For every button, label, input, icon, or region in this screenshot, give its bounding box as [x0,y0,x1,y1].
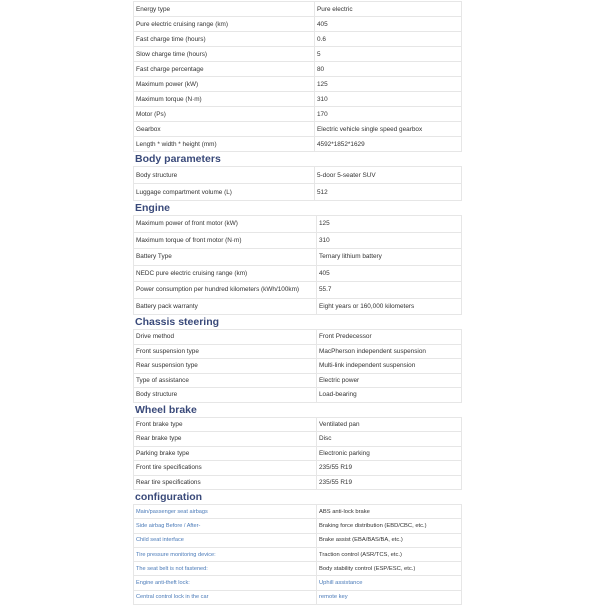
table-row [134,576,462,590]
config-link[interactable]: Uphill assistance [317,576,462,590]
table-row [134,184,462,201]
spec-sheet [133,1,462,605]
table-row [134,167,462,184]
spec-key: Front tire specifications [134,461,317,476]
spec-value: 512 [315,184,462,201]
table-row [134,32,462,47]
spec-value: 235/55 R19 [317,475,462,490]
spec-key: NEDC pure electric cruising range (km) [134,265,317,282]
table-row [134,461,462,476]
spec-value: Electric vehicle single speed gearbox [315,122,462,137]
config-link[interactable]: Main/passenger seat airbags [134,505,317,519]
config-link[interactable]: remote key [317,590,462,604]
table-row [134,137,462,152]
spec-value: Multi-link independent suspension [317,359,462,374]
table-row [134,475,462,490]
spec-key: Maximum torque (N·m) [134,92,315,107]
spec-key: Body structure [134,388,317,403]
chassis-table [133,329,462,403]
spec-value: Braking force distribution (EBD/CBC, etc.) [317,519,462,533]
table-row [134,2,462,17]
spec-key: Maximum torque of front motor (N·m) [134,232,317,249]
spec-value: 4592*1852*1629 [315,137,462,152]
section-title-chassis: Chassis steering [135,316,220,328]
section-title-configuration: configuration [135,491,203,503]
spec-key: Type of assistance [134,373,317,388]
table-row [134,298,462,315]
spec-value: 125 [317,216,462,233]
table-row [134,92,462,107]
spec-value: 310 [315,92,462,107]
spec-key: Battery pack warranty [134,298,317,315]
spec-value: 235/55 R19 [317,461,462,476]
spec-value: Electric power [317,373,462,388]
table-row [134,590,462,604]
table-row [134,547,462,561]
table-row [134,505,462,519]
configuration-table [133,504,462,605]
table-row [134,249,462,266]
table-row [134,432,462,447]
spec-value: 405 [315,17,462,32]
spec-key: Length * width * height (mm) [134,137,315,152]
spec-value: 170 [315,107,462,122]
table-row [134,373,462,388]
table-row [134,344,462,359]
engine-table [133,215,462,315]
spec-value: Electronic parking [317,446,462,461]
spec-key: Rear tire specifications [134,475,317,490]
table-row [134,446,462,461]
spec-value: 125 [315,77,462,92]
spec-key: Body structure [134,167,315,184]
table-row [134,359,462,374]
table-row [134,533,462,547]
section-title-engine: Engine [135,202,171,214]
spec-value: 5-door 5-seater SUV [315,167,462,184]
spec-value: Body stability control (ESP/ESC, etc.) [317,562,462,576]
table-row [134,265,462,282]
table-row [134,282,462,299]
table-row [134,417,462,432]
spec-value: 310 [317,232,462,249]
spec-value: 80 [315,62,462,77]
table-row [134,107,462,122]
spec-key: Front suspension type [134,344,317,359]
spec-value: MacPherson independent suspension [317,344,462,359]
spec-key: Rear suspension type [134,359,317,374]
spec-value: Eight years or 160,000 kilometers [317,298,462,315]
spec-value: 405 [317,265,462,282]
spec-value: Brake assist (EBA/BAS/BA, etc.) [317,533,462,547]
spec-key: Parking brake type [134,446,317,461]
spec-value: Disc [317,432,462,447]
section-title-brake: Wheel brake [135,403,197,416]
config-link[interactable]: Tire pressure monitoring device: [134,547,317,561]
spec-value: 5 [315,47,462,62]
spec-key: Pure electric cruising range (km) [134,17,315,32]
table-row [134,17,462,32]
spec-value: Traction control (ASR/TCS, etc.) [317,547,462,561]
table-row [134,519,462,533]
spec-key: Maximum power of front motor (kW) [134,216,317,233]
spec-key: Fast charge percentage [134,62,315,77]
spec-key: Power consumption per hundred kilometers (kWh/100km) [134,282,317,299]
table-row [134,562,462,576]
spec-value: Ventilated pan [317,417,462,432]
spec-value: Pure electric [315,2,462,17]
body-table [133,166,462,201]
config-link[interactable]: Child seat interface [134,533,317,547]
brake-table [133,417,462,491]
table-row [134,122,462,137]
spec-key: Drive method [134,330,317,345]
spec-key: Maximum power (kW) [134,77,315,92]
spec-key: Luggage compartment volume (L) [134,184,315,201]
spec-value: 0.6 [315,32,462,47]
table-row [134,47,462,62]
spec-key: Rear brake type [134,432,317,447]
table-row [134,77,462,92]
spec-key: Motor (Ps) [134,107,315,122]
spec-key: Fast charge time (hours) [134,32,315,47]
spec-key: Energy type [134,2,315,17]
spec-key: Battery Type [134,249,317,266]
table-row [134,388,462,403]
config-link[interactable]: Central control lock in the car [134,590,317,604]
config-link[interactable]: The seat belt is not fastened: [134,562,317,576]
spec-value: Front Predecessor [317,330,462,345]
spec-value: Ternary lithium battery [317,249,462,266]
spec-key: Gearbox [134,122,315,137]
spec-key: Front brake type [134,417,317,432]
table-row [134,216,462,233]
table-row [134,330,462,345]
spec-key: Slow charge time (hours) [134,47,315,62]
basic-table [133,1,462,152]
spec-value: 55.7 [317,282,462,299]
table-row [134,62,462,77]
config-link[interactable]: Engine anti-theft lock: [134,576,317,590]
config-link[interactable]: Side airbag Before / After- [134,519,317,533]
spec-value: Load-bearing [317,388,462,403]
section-title-body: Body parameters [135,153,221,165]
spec-value: ABS anti-lock brake [317,505,462,519]
table-row [134,232,462,249]
